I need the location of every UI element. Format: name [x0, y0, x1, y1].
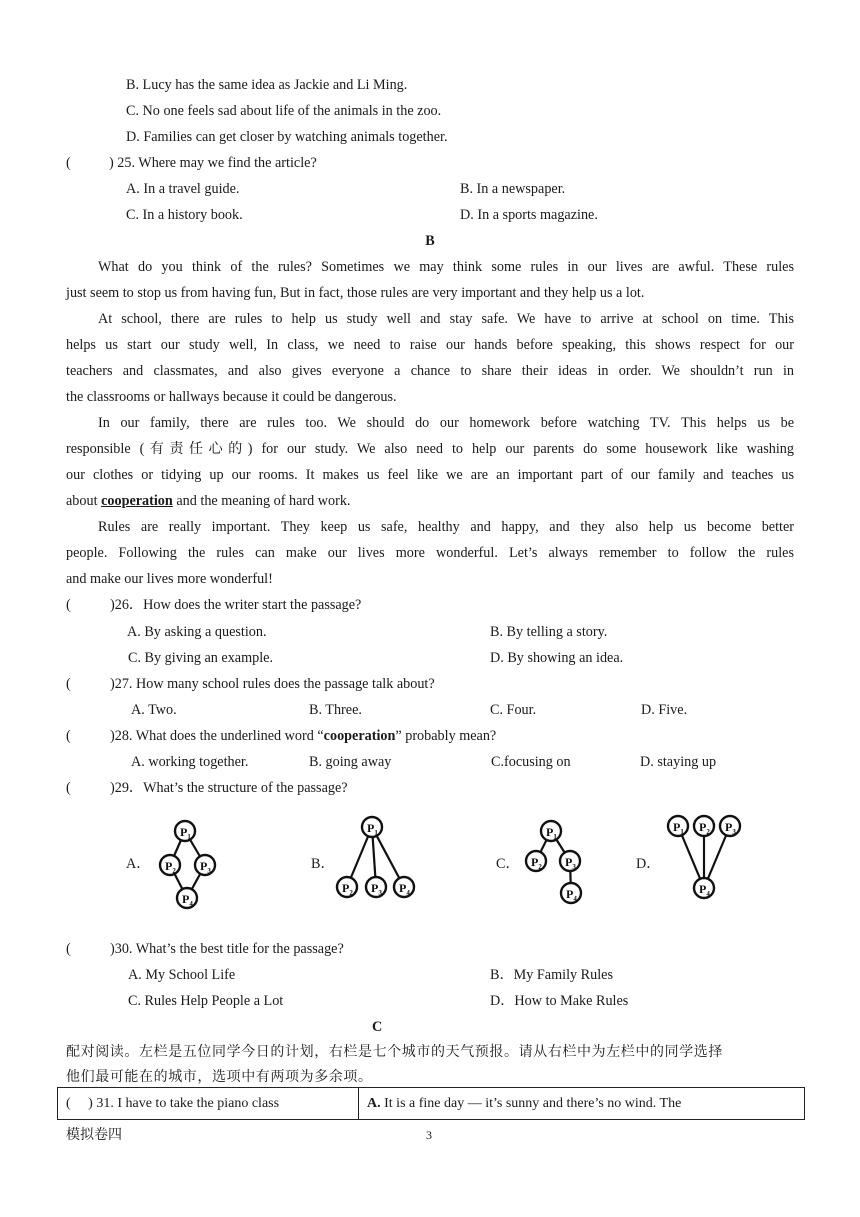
- q25-option-a: A. In a travel guide.: [126, 181, 240, 197]
- q29-stem: )29．What’s the structure of the passage?: [110, 780, 348, 796]
- para2-line4: the classrooms or hallways because it could be dangerous.: [66, 389, 397, 405]
- q30-option-b: B．My Family Rules: [490, 967, 613, 983]
- q26-bracket: (: [66, 597, 71, 613]
- q31-bracket: (: [66, 1095, 71, 1111]
- structure-diagram-d: [662, 812, 750, 907]
- structure-diagram-c: [518, 818, 590, 915]
- para3-line4-a: about: [66, 493, 102, 509]
- para3-line2: [66, 440, 794, 458]
- node-p4: $P_4$: [182, 892, 193, 908]
- node-p4: $P_4$: [399, 881, 410, 897]
- para2-line2: helps us start our study well, In class, we need to raise our hands before speaking, this shows respect for our: [66, 337, 794, 353]
- node-p3: $P_3$: [565, 855, 576, 871]
- q29-option-c-label: C．: [496, 856, 520, 872]
- q25-answer-bracket: (: [66, 155, 71, 171]
- para3-line2-a: responsible (: [66, 441, 145, 457]
- q30-option-a: A. My School Life: [128, 967, 236, 983]
- q24-option-c: C. No one feels sad about life of the animals in the zoo.: [126, 103, 442, 119]
- q28-keyword: cooperation: [323, 728, 396, 744]
- node-p2: $P_2$: [342, 881, 353, 897]
- q25-question: 25. Where may we find the article?: [117, 155, 317, 171]
- node-p1: $P_1$: [673, 820, 684, 836]
- node-p1: $P_1$: [546, 825, 557, 841]
- para4-line3: and make our lives more wonderful!: [66, 571, 273, 587]
- q31-text: ) 31. I have to take the piano class: [88, 1095, 280, 1111]
- section-c-intro-line1: 配对阅读。左栏是五位同学今日的计划，右栏是七个城市的天气预报。请从右栏中为左栏中的同学选择: [66, 1044, 723, 1060]
- para3-line4-b: and the meaning of hard work.: [172, 493, 351, 509]
- para3-line3: our clothes or tidying up our rooms. It makes us feel like we are an important part of our family and teaches us: [66, 467, 794, 483]
- node-p1: $P_1$: [367, 821, 378, 837]
- q25-option-c: C. In a history book.: [126, 207, 243, 223]
- structure-diagram-a: [150, 818, 222, 915]
- node-p2: $P_2$: [699, 820, 710, 836]
- node-p3: $P_3$: [371, 881, 382, 897]
- q25-option-d: D. In a sports magazine.: [460, 207, 598, 223]
- para3-line2-b: ) for our study. We also need to help our parents do some housework like washing: [247, 441, 794, 457]
- underlined-word-cooperation: cooperation: [101, 493, 173, 509]
- q27-option-b: B. Three.: [309, 702, 362, 718]
- q28-option-b: B. going away: [309, 754, 392, 770]
- q29-bracket: (: [66, 780, 71, 796]
- para3-line1: In our family, there are rules too. We should do our homework before watching TV. This helps us be: [98, 415, 794, 431]
- q28-option-c: C.focusing on: [491, 754, 571, 770]
- q30-option-c: C. Rules Help People a Lot: [128, 993, 284, 1009]
- matching-table: [57, 1087, 805, 1120]
- q27-option-a: A. Two.: [131, 702, 177, 718]
- page-number: 3: [426, 1128, 432, 1142]
- q26-option-c: C. By giving an example.: [128, 650, 274, 666]
- q27-stem: )27. How many school rules does the passage talk about?: [110, 676, 435, 692]
- node-p3: $P_3$: [725, 820, 736, 836]
- q28-option-d: D. staying up: [640, 754, 717, 770]
- option-a-text: It is a fine day — it’s sunny and there’s no wind. The: [380, 1095, 682, 1111]
- q26-stem: )26．How does the writer start the passage?: [110, 597, 362, 613]
- option-a-letter: A.: [367, 1095, 381, 1111]
- section-c-heading: C: [372, 1019, 383, 1035]
- para3-line4: [66, 492, 794, 510]
- q29-option-a-label: A．: [126, 856, 151, 872]
- q26-option-d: D. By showing an idea.: [490, 650, 624, 666]
- q28-stem-a: )28. What does the underlined word “: [110, 728, 324, 744]
- q24-option-d: D. Families can get closer by watching animals together.: [126, 129, 448, 145]
- para1-line1: What do you think of the rules? Sometimes we may think some rules in our lives are awful. These rules: [98, 259, 794, 275]
- q28-stem: [110, 727, 496, 745]
- q28-option-a: A. working together.: [131, 754, 249, 770]
- table-row: [58, 1088, 805, 1120]
- q30-bracket: (: [66, 941, 71, 957]
- para2-line1: At school, there are rules to help us study well and stay safe. We have to arrive at school on time. This: [98, 311, 794, 327]
- para4-line1: Rules are really important. They keep us safe, healthy and happy, and they also help us become better: [98, 519, 794, 535]
- q28-stem-b: ” probably mean?: [395, 728, 497, 744]
- q26-option-b: B. By telling a story.: [490, 624, 608, 640]
- q27-bracket: (: [66, 676, 71, 692]
- q25-bracket-close: ): [109, 155, 114, 171]
- q31-cell: [58, 1088, 359, 1120]
- node-p2: $P_2$: [165, 859, 176, 875]
- node-p4: $P_4$: [566, 887, 577, 903]
- q29-option-b-label: B．: [311, 856, 335, 872]
- q24-option-b: B. Lucy has the same idea as Jackie and Li Ming.: [126, 77, 408, 93]
- footer-label: 模拟卷四: [66, 1127, 122, 1143]
- option-a-cell: [359, 1088, 805, 1120]
- q25-stem: [109, 154, 317, 172]
- q30-option-d: D．How to Make Rules: [490, 993, 629, 1009]
- section-c-intro-line2: 他们最可能在的城市，选项中有两项为多余项。: [66, 1069, 373, 1085]
- chinese-gloss: 有责任心的: [144, 441, 248, 457]
- para4-line2: people. Following the rules can make our lives more wonderful. Let’s always remember to follow the rules: [66, 545, 794, 561]
- q25-option-b: B. In a newspaper.: [460, 181, 566, 197]
- q29-option-d-label: D．: [636, 856, 661, 872]
- node-p1: $P_1$: [180, 825, 191, 841]
- node-p3: $P_3$: [200, 859, 211, 875]
- node-p4: $P_4$: [699, 882, 710, 898]
- q27-option-d: D. Five.: [641, 702, 688, 718]
- para2-line3: teachers and classmates, and also gives everyone a chance to share their ideas in order. We shouldn’t run in: [66, 363, 794, 379]
- q28-bracket: (: [66, 728, 71, 744]
- para1-line2: just seem to stop us from having fun, But in fact, those rules are very important and they help us a lot.: [66, 285, 645, 301]
- q26-option-a: A. By asking a question.: [127, 624, 267, 640]
- q30-stem: )30. What’s the best title for the passage?: [110, 941, 344, 957]
- structure-diagram-b: [332, 814, 422, 905]
- q27-option-c: C. Four.: [490, 702, 537, 718]
- section-b-heading: B: [425, 233, 435, 249]
- node-p2: $P_2$: [531, 855, 542, 871]
